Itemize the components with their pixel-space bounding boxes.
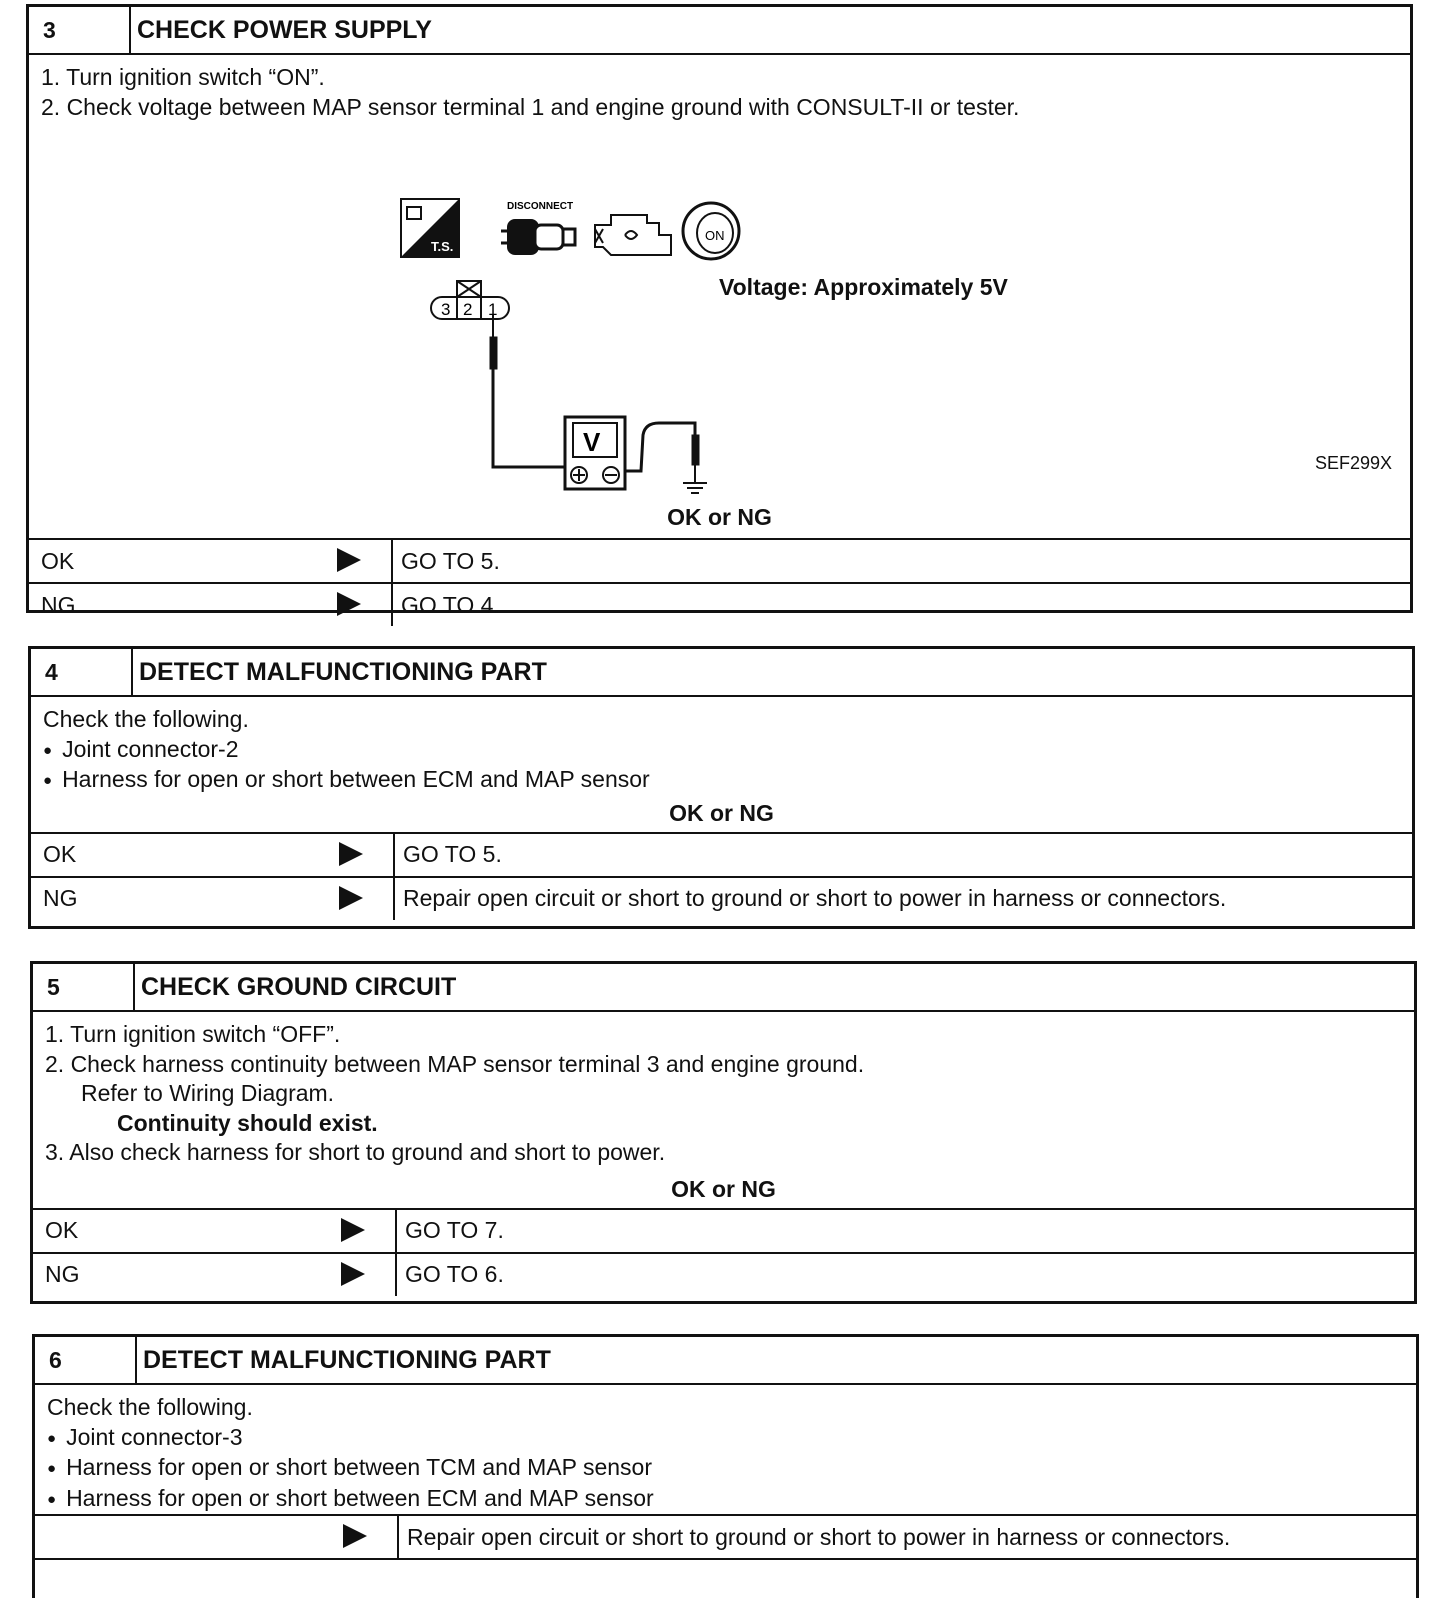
tool-ts-icon xyxy=(401,199,459,257)
map-sensor-connector xyxy=(431,281,509,319)
result-action: GO TO 4. xyxy=(401,591,500,618)
figure-id: SEF299X xyxy=(1315,453,1393,473)
result-action: GO TO 5. xyxy=(403,841,502,867)
arrow-right-icon xyxy=(341,1262,365,1286)
disconnect-icon xyxy=(501,201,575,255)
result-label: NG xyxy=(29,584,393,626)
voltmeter-icon xyxy=(565,417,625,489)
arrow-right-icon xyxy=(337,592,361,616)
step-6-header xyxy=(35,1337,1416,1385)
bullet-item: ● Harness for open or short between TCM and MAP sensor xyxy=(47,1453,1416,1484)
voltage-check-diagram xyxy=(389,185,769,505)
result-action: GO TO 5. xyxy=(401,547,500,574)
result-row xyxy=(35,1514,1416,1560)
instruction-line: 2. Check harness continuity between MAP sensor terminal 3 and engine ground. xyxy=(45,1050,865,1077)
step-3-box xyxy=(26,4,1413,618)
step-4-instructions xyxy=(31,697,1412,796)
instruction-line: 2. Check voltage between MAP sensor terminal 1 and engine ground with CONSULT-II or tester. xyxy=(41,93,1020,120)
step-4-box xyxy=(28,646,1415,929)
result-action: GO TO 6. xyxy=(405,1261,504,1287)
terminal-2-label: 2 xyxy=(463,300,473,319)
step-5-instructions xyxy=(33,1012,1414,1168)
result-label: OK xyxy=(29,540,393,582)
arrow-right-icon xyxy=(341,1218,365,1242)
step-6-box xyxy=(32,1334,1419,1598)
step-title: DETECT MALFUNCTIONING PART xyxy=(139,657,547,686)
step-number: 4 xyxy=(31,649,133,695)
instruction-line: 1. Turn ignition switch “OFF”. xyxy=(45,1021,341,1047)
result-label: NG xyxy=(31,878,395,920)
continuity-spec: Continuity should exist. xyxy=(117,1109,378,1136)
svg-text:V: V xyxy=(583,427,601,457)
step-title: CHECK POWER SUPPLY xyxy=(137,15,432,44)
instruction-line: 3. Also check harness for short to ground and short to power. xyxy=(45,1139,666,1165)
instruction-subline: Refer to Wiring Diagram. xyxy=(81,1080,335,1106)
bullet-item: ● Harness for open or short between ECM and MAP sensor xyxy=(47,1484,1416,1515)
arrow-right-icon xyxy=(339,842,363,866)
intro-line: Check the following. xyxy=(43,706,249,732)
instruction-line: 1. Turn ignition switch “ON”. xyxy=(41,64,325,90)
step-title: DETECT MALFUNCTIONING PART xyxy=(143,1345,551,1374)
arrow-right-icon xyxy=(343,1524,367,1548)
step-3-instructions xyxy=(29,55,1410,498)
result-row-ok xyxy=(29,538,1410,582)
result-row-ng xyxy=(31,876,1412,920)
terminal-3-label: 3 xyxy=(441,300,451,319)
result-label: OK xyxy=(33,1210,397,1252)
result-action: Repair open circuit or short to ground or short to power in harness or connectors. xyxy=(403,885,1227,911)
ground-lead xyxy=(625,423,707,493)
voltage-spec: Voltage: Approximately 5V xyxy=(719,274,1008,300)
result-row-ng xyxy=(33,1252,1414,1296)
arrow-right-icon xyxy=(339,886,363,910)
result-row-ok xyxy=(33,1208,1414,1252)
step-3-header xyxy=(29,7,1410,55)
engine-icon xyxy=(595,215,671,255)
svg-text:T.S.: T.S. xyxy=(431,239,454,254)
bullet-item: ● Harness for open or short between ECM and MAP sensor xyxy=(43,765,1412,796)
arrow-right-icon xyxy=(337,548,361,572)
bullet-item: ● Joint connector-3 xyxy=(47,1423,1416,1454)
terminal-1-label: 1 xyxy=(488,300,498,319)
step-number: 3 xyxy=(29,7,131,53)
step-number: 6 xyxy=(35,1337,137,1383)
probe-wiring xyxy=(490,315,565,467)
result-row-ok xyxy=(31,832,1412,876)
result-action: GO TO 7. xyxy=(405,1217,504,1243)
ignition-key-on-icon xyxy=(683,203,739,259)
result-label: NG xyxy=(33,1254,397,1296)
step-5-header xyxy=(33,964,1414,1012)
intro-line: Check the following. xyxy=(47,1394,253,1420)
svg-text:ON: ON xyxy=(705,228,725,243)
step-number: 5 xyxy=(33,964,135,1010)
ok-or-ng-heading: OK or NG xyxy=(667,504,772,530)
bullet-item: ● Joint connector-2 xyxy=(43,735,1412,766)
result-action: Repair open circuit or short to ground or short to power in harness or connectors. xyxy=(407,1523,1231,1550)
step-5-box xyxy=(30,961,1417,1304)
result-row-ng xyxy=(29,582,1410,626)
step-6-instructions xyxy=(35,1385,1416,1514)
ok-or-ng-heading: OK or NG xyxy=(669,799,774,826)
ok-or-ng-heading: OK or NG xyxy=(671,1175,776,1202)
result-label: OK xyxy=(31,834,395,876)
result-label xyxy=(35,1516,399,1558)
step-4-header xyxy=(31,649,1412,697)
svg-text:DISCONNECT: DISCONNECT xyxy=(507,201,574,212)
step-title: CHECK GROUND CIRCUIT xyxy=(141,972,457,1001)
